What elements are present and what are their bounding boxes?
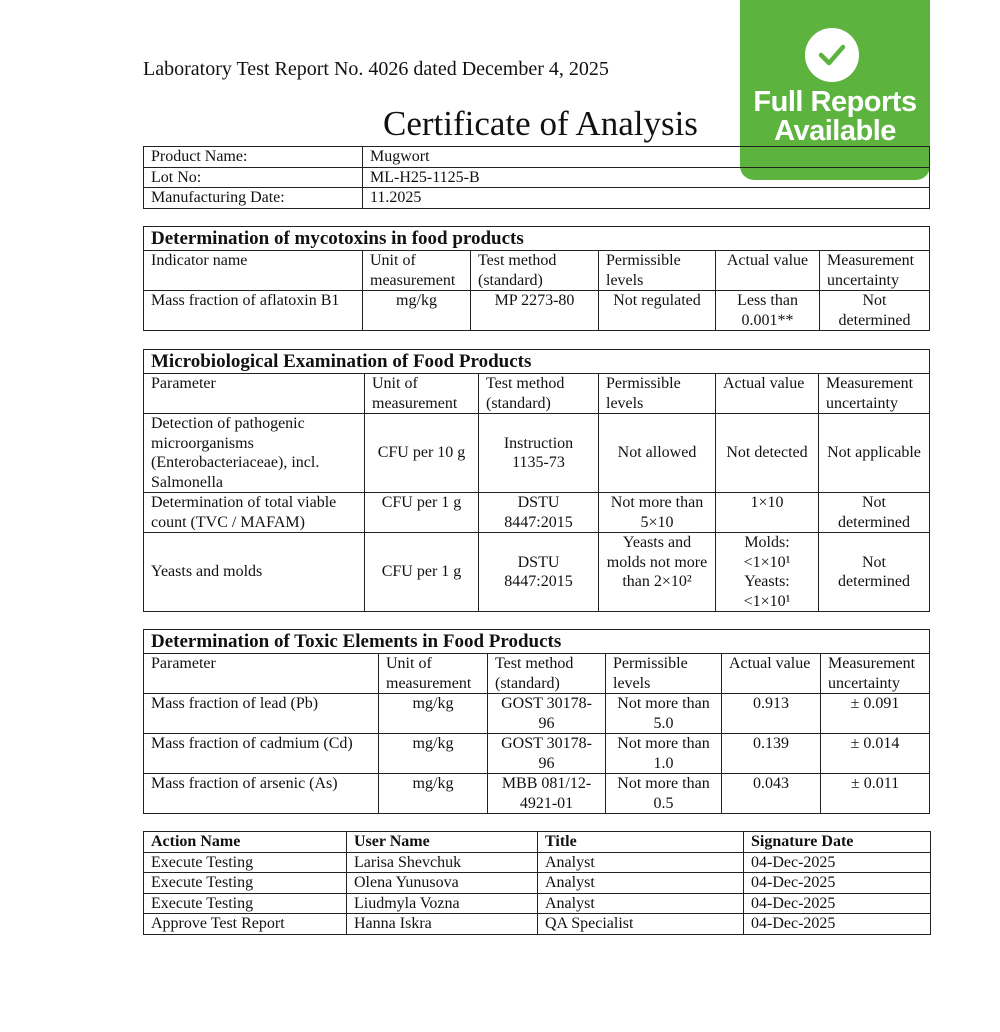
table-header-row — [144, 374, 930, 414]
table-cell: mg/kg — [363, 291, 471, 331]
column-header: Actual value — [716, 251, 820, 291]
signatures-table — [143, 831, 931, 935]
table-cell: DSTU 8447:2015 — [479, 533, 599, 612]
table-cell: Not determined — [820, 291, 930, 331]
toxic-elements-table — [143, 629, 930, 814]
table-cell: Yeasts and molds not more than 2×10² — [599, 533, 716, 612]
table-row — [144, 873, 931, 894]
column-header: Unit of measurement — [363, 251, 471, 291]
table-row — [144, 414, 930, 493]
table-row — [144, 147, 930, 168]
table-cell: Liudmyla Vozna — [347, 893, 538, 914]
column-header: Indicator name — [144, 251, 363, 291]
table-cell: GOST 30178-96 — [488, 734, 606, 774]
table-cell: 0.913 — [722, 694, 821, 734]
table-cell: Mass fraction of arsenic (As) — [144, 774, 379, 814]
table-cell: Not determined — [819, 493, 930, 533]
table-cell: Not more than 1.0 — [606, 734, 722, 774]
table-cell: Not regulated — [599, 291, 716, 331]
mycotoxins-table — [143, 226, 930, 331]
section-title: Determination of Toxic Elements in Food Products — [144, 630, 930, 654]
table-cell: Larisa Shevchuk — [347, 852, 538, 873]
table-header-row — [144, 654, 930, 694]
lot-no-label: Lot No: — [144, 167, 363, 188]
section-title: Microbiological Examination of Food Products — [144, 350, 930, 374]
lot-no-value: ML-H25-1125-B — [363, 167, 930, 188]
table-cell: Not more than 5.0 — [606, 694, 722, 734]
report-number-line: Laboratory Test Report No. 4026 dated December 4, 2025 — [143, 58, 609, 80]
column-header: Test method (standard) — [479, 374, 599, 414]
product-info-table — [143, 146, 930, 209]
table-header-row — [144, 832, 931, 853]
product-name-value: Mugwort — [363, 147, 930, 168]
table-cell: CFU per 10 g — [365, 414, 479, 493]
column-header: Measurement uncertainty — [821, 654, 930, 694]
badge-line-2: Available — [774, 115, 896, 147]
table-row — [144, 493, 930, 533]
column-header: Permissible levels — [599, 251, 716, 291]
microbiological-table — [143, 349, 930, 612]
table-cell: Less than 0.001** — [716, 291, 820, 331]
table-header-row — [144, 251, 930, 291]
table-row — [144, 188, 930, 209]
table-cell: MP 2273-80 — [471, 291, 599, 331]
table-cell: ± 0.014 — [821, 734, 930, 774]
table-cell: Detection of pathogenic microorganisms (Enterobacteriaceae), incl. Salmonella — [144, 414, 365, 493]
table-cell: mg/kg — [379, 694, 488, 734]
table-cell: 04-Dec-2025 — [744, 873, 931, 894]
table-cell: Hanna Iskra — [347, 914, 538, 935]
column-header: Test method (standard) — [471, 251, 599, 291]
table-cell: Olena Yunusova — [347, 873, 538, 894]
manufacturing-date-label: Manufacturing Date: — [144, 188, 363, 209]
table-cell: Analyst — [538, 893, 744, 914]
table-row — [144, 852, 931, 873]
table-cell: ± 0.091 — [821, 694, 930, 734]
table-row — [144, 694, 930, 734]
column-header: Test method (standard) — [488, 654, 606, 694]
column-header: Measurement uncertainty — [820, 251, 930, 291]
table-row — [144, 914, 931, 935]
column-header: Unit of measurement — [365, 374, 479, 414]
table-cell: Not more than 5×10 — [599, 493, 716, 533]
table-cell: 04-Dec-2025 — [744, 893, 931, 914]
table-cell: Yeasts and molds — [144, 533, 365, 612]
column-header: Parameter — [144, 654, 379, 694]
table-cell: QA Specialist — [538, 914, 744, 935]
column-header: Parameter — [144, 374, 365, 414]
table-cell: 04-Dec-2025 — [744, 914, 931, 935]
table-cell: Execute Testing — [144, 893, 347, 914]
column-header: Title — [538, 832, 744, 853]
section-title: Determination of mycotoxins in food products — [144, 227, 930, 251]
table-cell: DSTU 8447:2015 — [479, 493, 599, 533]
column-header: Actual value — [716, 374, 819, 414]
table-row — [144, 774, 930, 814]
table-cell: Determination of total viable count (TVC / MAFAM) — [144, 493, 365, 533]
check-icon — [805, 28, 859, 82]
table-cell: Molds: <1×10¹ Yeasts: <1×10¹ — [716, 533, 819, 612]
table-cell: Not detected — [716, 414, 819, 493]
document-title: Certificate of Analysis — [383, 104, 698, 143]
table-cell: Mass fraction of aflatoxin B1 — [144, 291, 363, 331]
table-cell: Not allowed — [599, 414, 716, 493]
table-cell: mg/kg — [379, 734, 488, 774]
table-cell: 0.139 — [722, 734, 821, 774]
table-cell: CFU per 1 g — [365, 493, 479, 533]
manufacturing-date-value: 11.2025 — [363, 188, 930, 209]
table-cell: ± 0.011 — [821, 774, 930, 814]
table-cell: Analyst — [538, 873, 744, 894]
table-cell: Not more than 0.5 — [606, 774, 722, 814]
table-row — [144, 167, 930, 188]
table-cell: MBB 081/12-4921-01 — [488, 774, 606, 814]
table-cell: Not determined — [819, 533, 930, 612]
badge-line-1: Full Reports — [753, 86, 917, 118]
column-header: Signature Date — [744, 832, 931, 853]
column-header: Permissible levels — [606, 654, 722, 694]
column-header: Action Name — [144, 832, 347, 853]
table-cell: 0.043 — [722, 774, 821, 814]
column-header: Unit of measurement — [379, 654, 488, 694]
table-cell: 04-Dec-2025 — [744, 852, 931, 873]
table-row — [144, 893, 931, 914]
product-name-label: Product Name: — [144, 147, 363, 168]
column-header: Permissible levels — [599, 374, 716, 414]
table-cell: Instruction 1135-73 — [479, 414, 599, 493]
table-row — [144, 734, 930, 774]
table-cell: Mass fraction of lead (Pb) — [144, 694, 379, 734]
table-cell: Execute Testing — [144, 873, 347, 894]
table-cell: CFU per 1 g — [365, 533, 479, 612]
column-header: User Name — [347, 832, 538, 853]
table-cell: Execute Testing — [144, 852, 347, 873]
table-row — [144, 533, 930, 612]
table-cell: Mass fraction of cadmium (Cd) — [144, 734, 379, 774]
table-cell: mg/kg — [379, 774, 488, 814]
table-cell: Analyst — [538, 852, 744, 873]
table-cell: 1×10 — [716, 493, 819, 533]
table-cell: Not applicable — [819, 414, 930, 493]
table-cell: GOST 30178-96 — [488, 694, 606, 734]
column-header: Actual value — [722, 654, 821, 694]
table-cell: Approve Test Report — [144, 914, 347, 935]
table-row — [144, 291, 930, 331]
column-header: Measurement uncertainty — [819, 374, 930, 414]
